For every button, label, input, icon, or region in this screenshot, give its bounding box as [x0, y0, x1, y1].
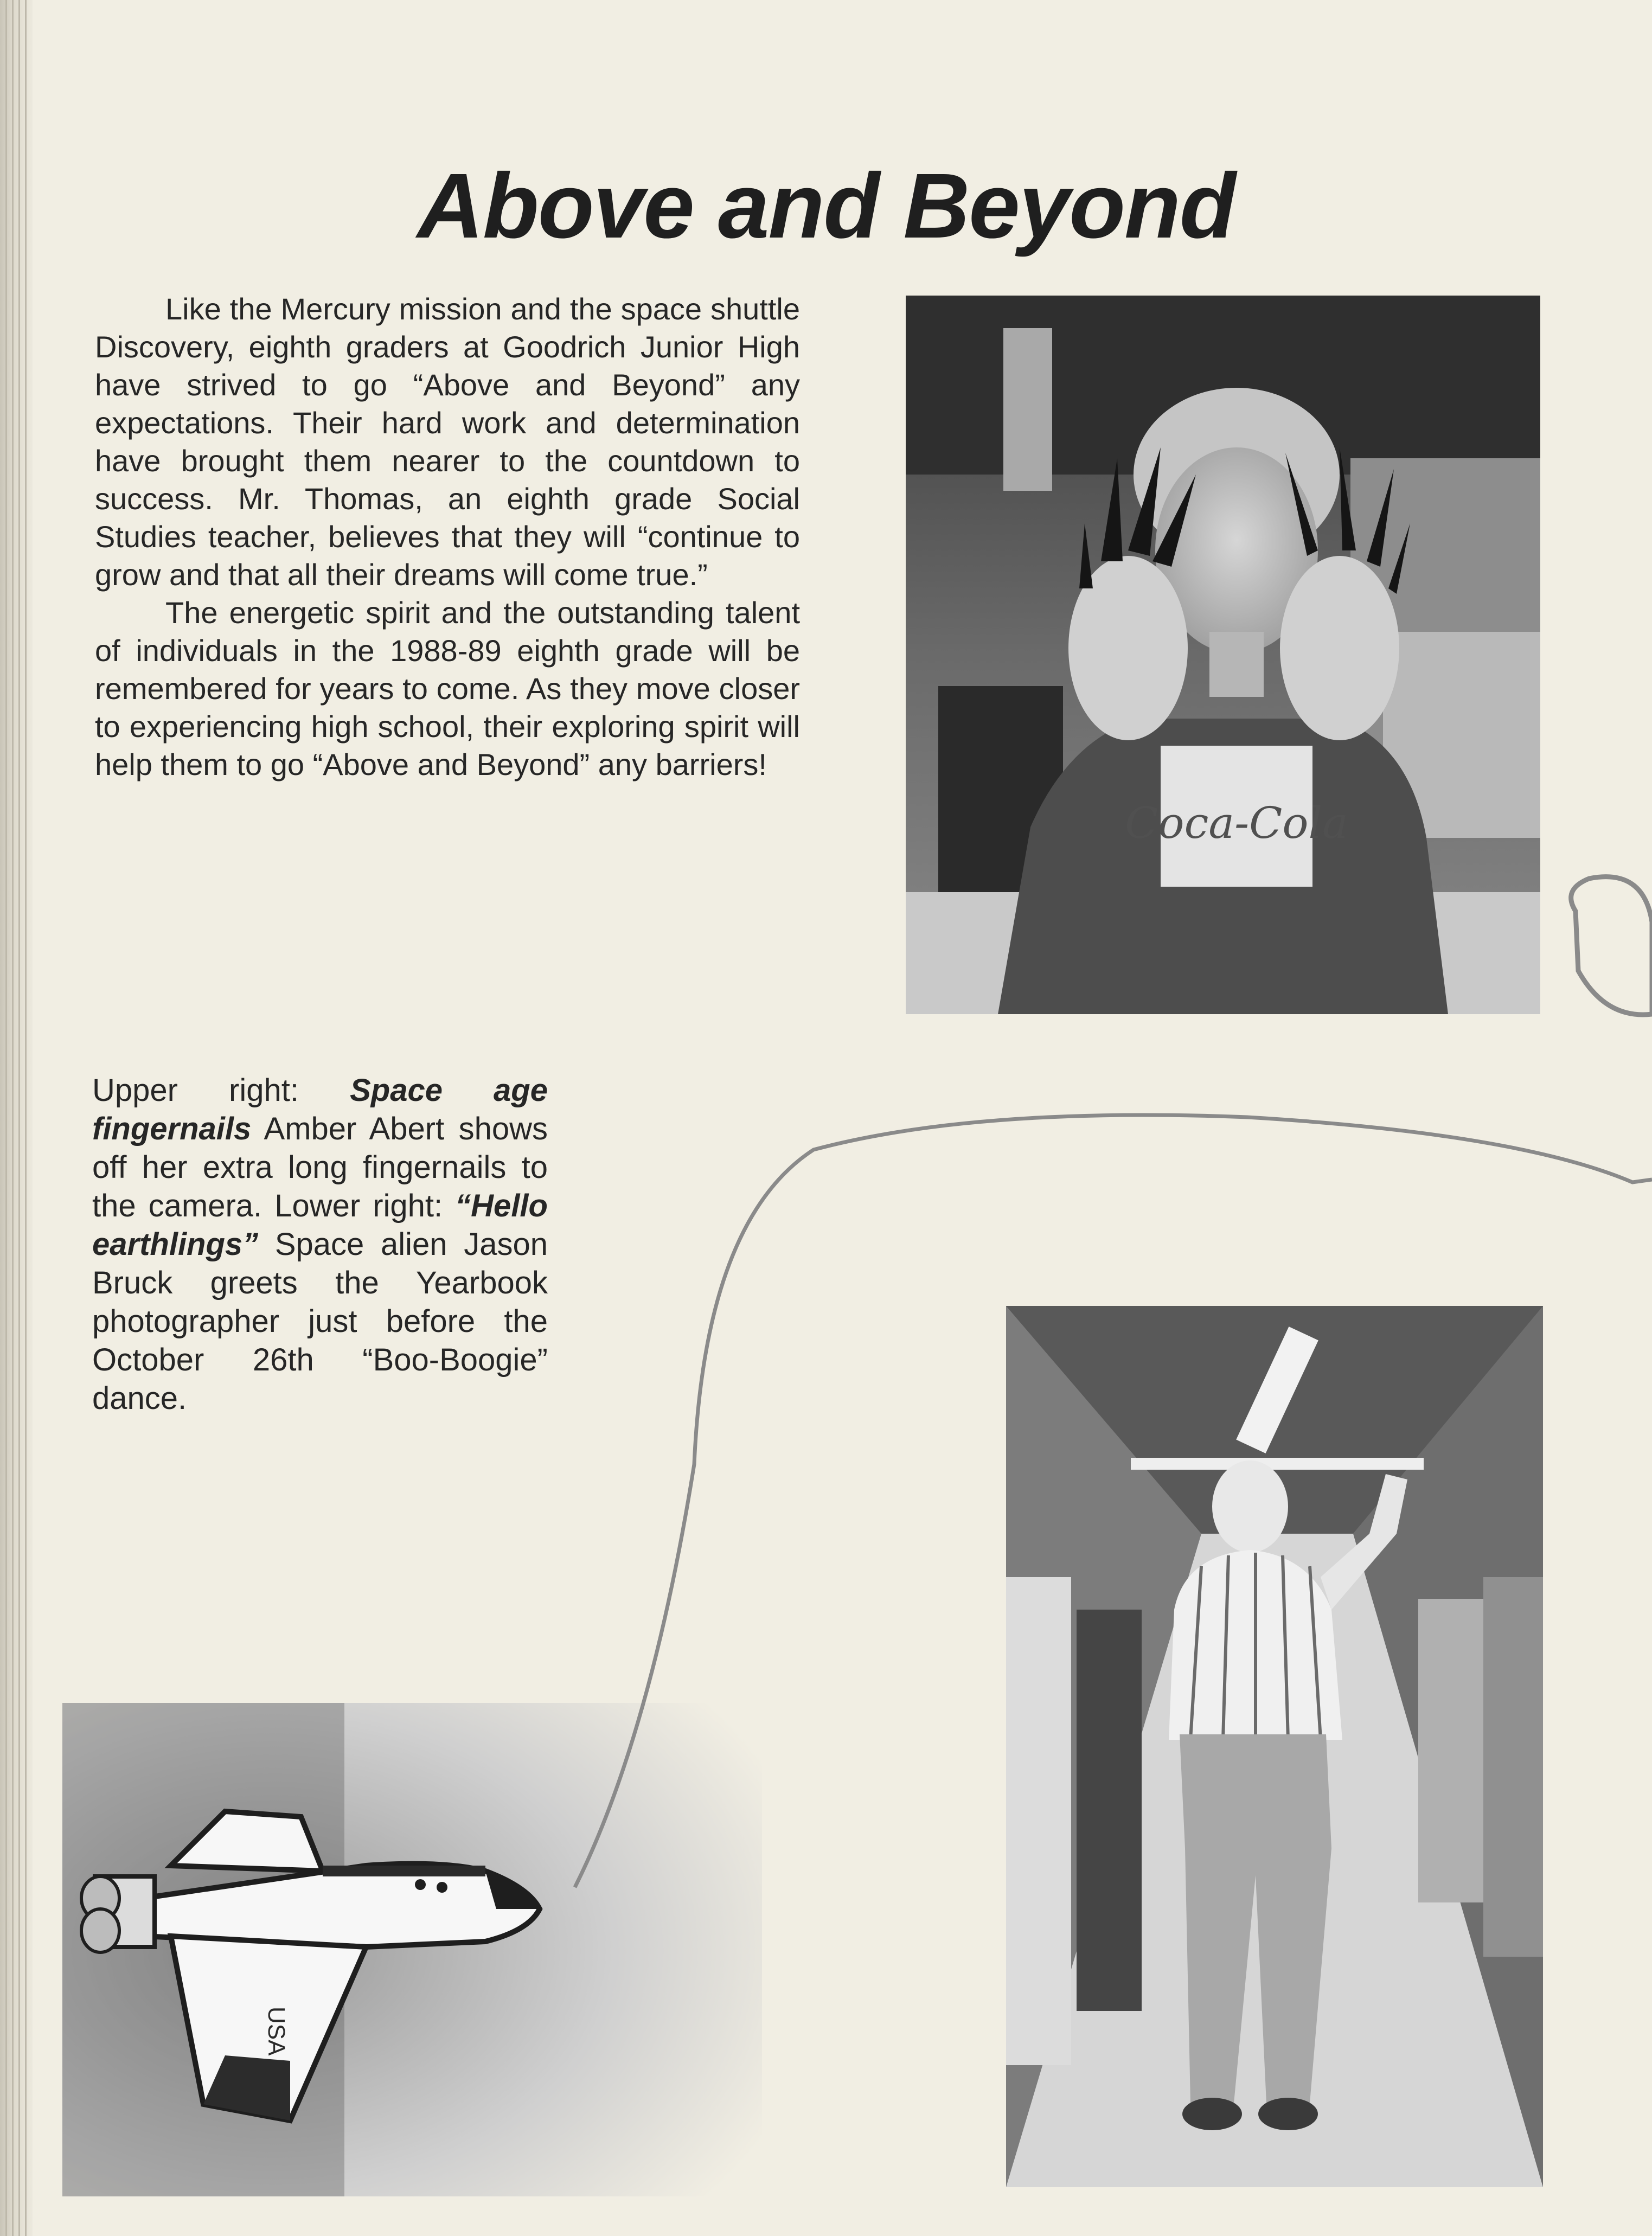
- shirt-logo-text: Coca-Cola: [1125, 798, 1348, 848]
- caption-lower-title: “Hello earthlings”: [92, 1188, 548, 1262]
- page-title: Above and Beyond: [417, 155, 1235, 258]
- photo-space-age-fingernails: [906, 296, 1540, 1014]
- caption-lower-text: Space alien Jason Bruck greets the Yearbook photographer just before the October 26th “Boo-Boogie” dance.: [92, 1227, 548, 1416]
- body-paragraph: The energetic spirit and the outstanding talent of individuals in the 1988-89 eighth grade will be remembered for years to come. As they move closer to experiencing high school, their exploring spirit will help them to go “Above and Beyond” any barriers!: [95, 595, 800, 781]
- body-text: [95, 290, 800, 784]
- photo-hello-earthlings: [1006, 1306, 1543, 2187]
- shuttle-sketch: [62, 1703, 762, 2196]
- page-binding-edge: [0, 0, 33, 2236]
- caption-lower-label: Lower right:: [274, 1188, 443, 1223]
- photo-caption: [92, 1071, 548, 1418]
- body-paragraph: Like the Mercury mission and the space shuttle Discovery, eighth graders at Goodrich Junior High have strived to go “Above and Beyond” any expectations. Their hard work and determination have brought them nearer to the countdown to success. Mr. Thomas, an eighth grade Social Studies teacher, believes that they will “continue to grow and that all their dreams will come true.”: [95, 292, 800, 592]
- caption-upper-title: Space age fingernails: [92, 1073, 548, 1146]
- shuttle-label-text: USA: [263, 2007, 290, 2056]
- caption-upper-text: Amber Abert shows off her extra long fingernails to the camera.: [92, 1111, 548, 1223]
- caption-upper-label: Upper right:: [92, 1073, 299, 1108]
